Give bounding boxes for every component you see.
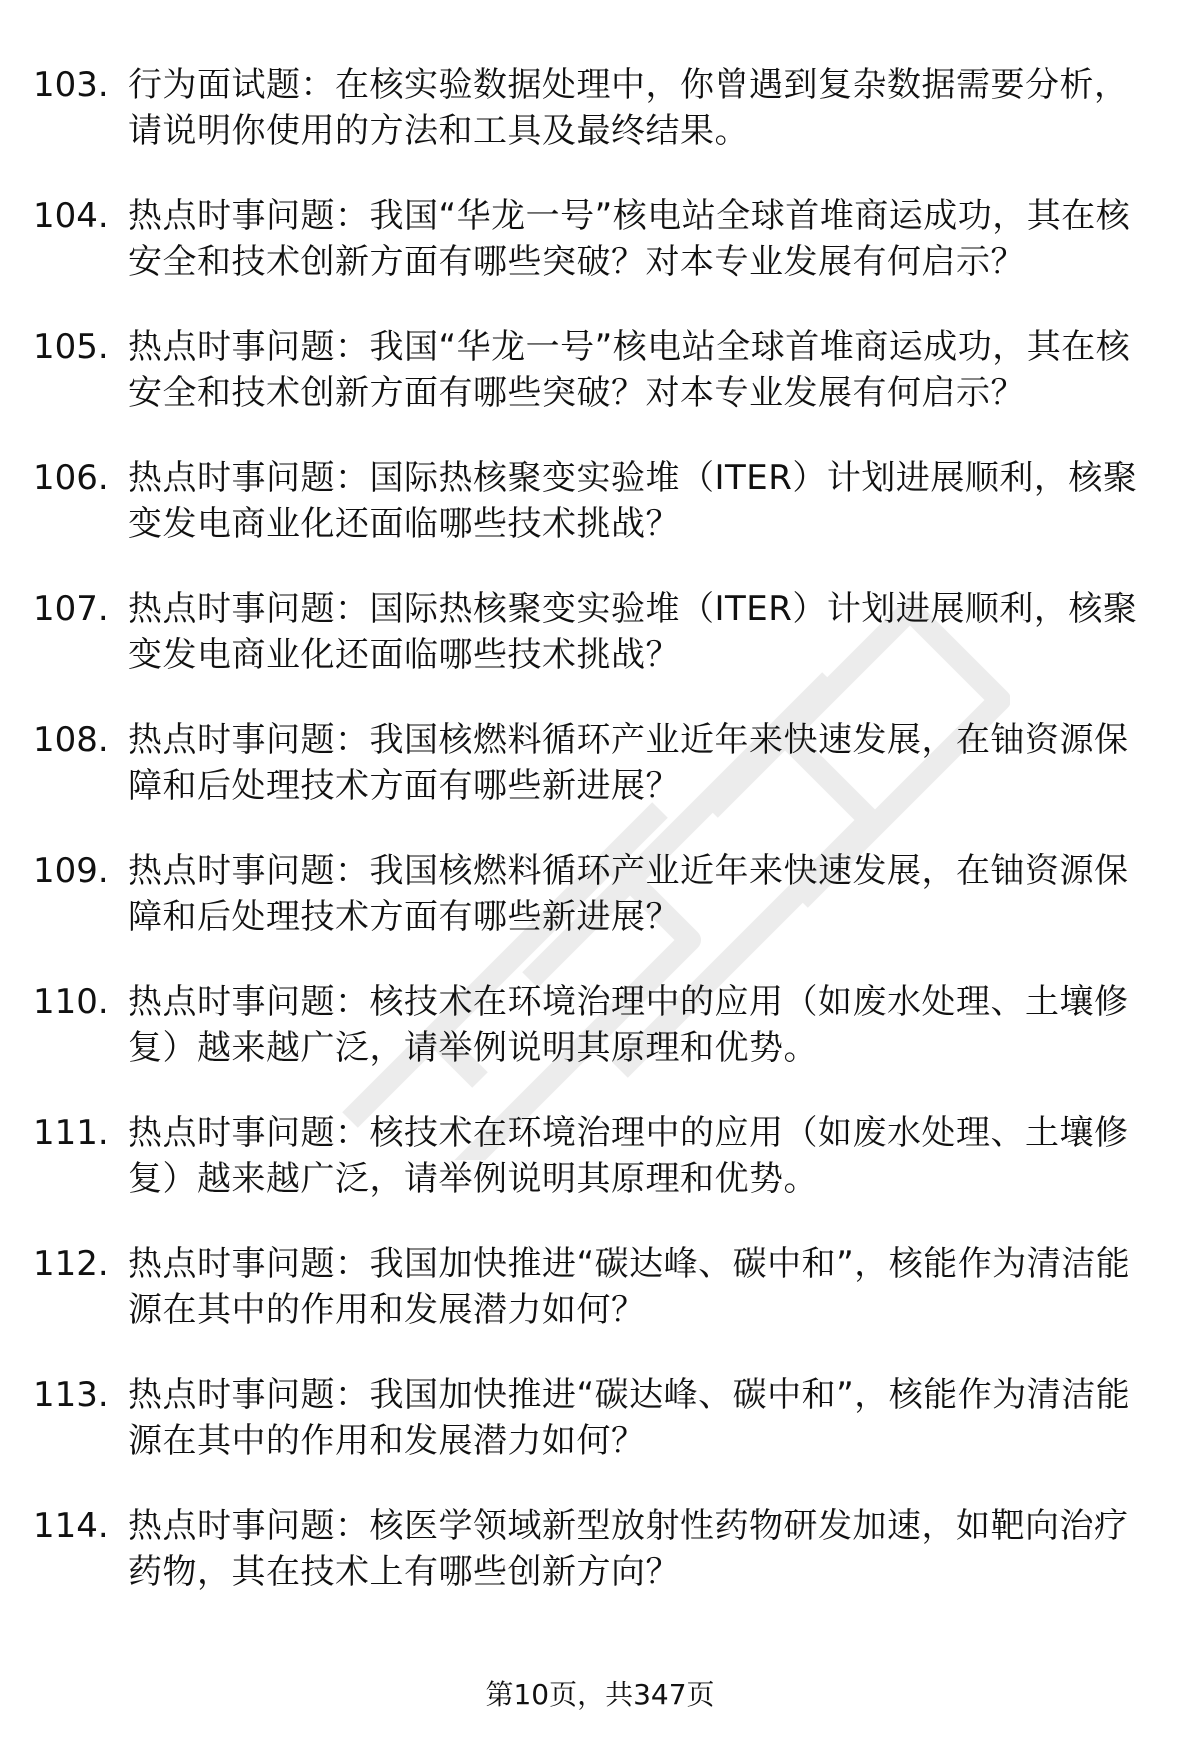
- question-number: 110.: [33, 982, 109, 1022]
- page-footer: 第10页，共347页: [485, 1678, 715, 1711]
- question-text: 热点时事问题：我国加快推进“碳达峰、碳中和”，核能作为清洁能源在其中的作用和发展潜力如何？: [128, 1375, 1131, 1461]
- question-item: [33, 1503, 1143, 1634]
- question-list: [33, 62, 1143, 1634]
- question-text: 热点时事问题：核医学领域新型放射性药物研发加速，如靶向治疗药物，其在技术上有哪些创新方向？: [128, 1506, 1129, 1592]
- question-text: 热点时事问题：我国加快推进“碳达峰、碳中和”，核能作为清洁能源在其中的作用和发展潜力如何？: [128, 1244, 1131, 1330]
- question-text: 热点时事问题：我国“华龙一号”核电站全球首堆商运成功，其在核安全和技术创新方面有哪些突破？对本专业发展有何启示？: [128, 327, 1131, 413]
- question-item: [33, 455, 1143, 586]
- question-number: 105.: [33, 327, 109, 367]
- question-text: 热点时事问题：我国核燃料循环产业近年来快速发展，在铀资源保障和后处理技术方面有哪些新进展？: [128, 851, 1129, 937]
- question-number: 113.: [33, 1375, 109, 1415]
- question-item: [33, 62, 1143, 193]
- question-text: 热点时事问题：国际热核聚变实验堆（ITER）计划进展顺利，核聚变发电商业化还面临哪些技术挑战？: [128, 458, 1138, 544]
- question-number: 109.: [33, 851, 109, 891]
- question-number: 103.: [33, 65, 109, 105]
- question-number: 106.: [33, 458, 109, 498]
- question-number: 107.: [33, 589, 109, 629]
- question-number: 114.: [33, 1506, 109, 1546]
- question-item: [33, 193, 1143, 324]
- question-number: 108.: [33, 720, 109, 760]
- question-item: [33, 324, 1143, 455]
- question-number: 112.: [33, 1244, 109, 1284]
- question-item: [33, 848, 1143, 979]
- question-item: [33, 1110, 1143, 1241]
- question-item: [33, 979, 1143, 1110]
- question-number: 111.: [33, 1113, 109, 1153]
- question-number: 104.: [33, 196, 109, 236]
- question-item: [33, 586, 1143, 717]
- question-item: [33, 717, 1143, 848]
- question-text: 热点时事问题：我国“华龙一号”核电站全球首堆商运成功，其在核安全和技术创新方面有哪些突破？对本专业发展有何启示？: [128, 196, 1131, 282]
- question-text: 热点时事问题：我国核燃料循环产业近年来快速发展，在铀资源保障和后处理技术方面有哪些新进展？: [128, 720, 1129, 806]
- question-text: 行为面试题：在核实验数据处理中，你曾遇到复杂数据需要分析，请说明你使用的方法和工具及最终结果。: [128, 65, 1129, 151]
- question-text: 热点时事问题：核技术在环境治理中的应用（如废水处理、土壤修复）越来越广泛，请举例说明其原理和优势。: [128, 982, 1129, 1068]
- question-item: [33, 1241, 1143, 1372]
- question-text: 热点时事问题：国际热核聚变实验堆（ITER）计划进展顺利，核聚变发电商业化还面临哪些技术挑战？: [128, 589, 1138, 675]
- question-item: [33, 1372, 1143, 1503]
- question-text: 热点时事问题：核技术在环境治理中的应用（如废水处理、土壤修复）越来越广泛，请举例说明其原理和优势。: [128, 1113, 1129, 1199]
